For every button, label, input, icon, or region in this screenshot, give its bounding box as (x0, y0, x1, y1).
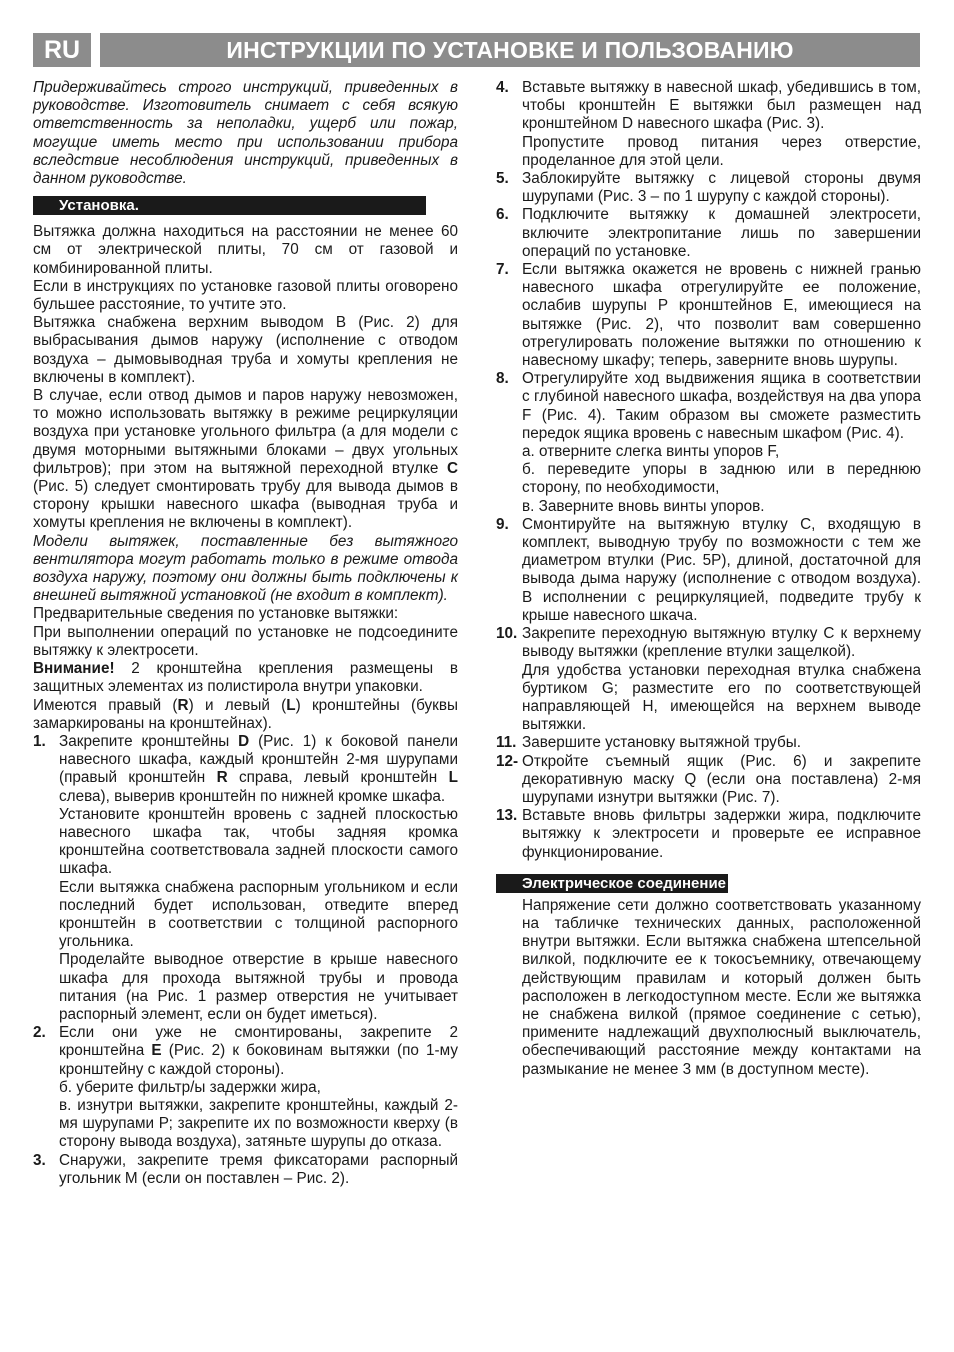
list-item (496, 79, 921, 170)
step-number: 4. (496, 79, 509, 96)
step-number: 12- (496, 752, 519, 770)
electrical-paragraph: Напряжение сети должно соответствовать указанному на табличке технических данных, расположенной внутри вытяжки. Если вытяжка снабжена штепсельной вилкой, подключите ее к токосъемнику, отвечающему действующим правилам и который должен быть расположен в легкодоступном месте. Если же вытяжка не снабжена вилкой (прямое соединение с сетью), примените надлежащий двухполюсный выключатель, обеспечивающий расстояние между контактами на размыкание не менее 3 мм (в доступном месте). (522, 896, 921, 1078)
text-run: (Рис. 1) к боковой панели навесного шкафа, каждый кронштейн 2-мя шурупами (правый кронштейн (59, 732, 458, 787)
bold-run: L (286, 696, 296, 714)
text-run: справа, левый кронштейн (227, 769, 449, 787)
text-run: Завершите установку вытяжной трубы. (522, 734, 801, 752)
text-run: 2 кронштейна крепления размещены в защитных элементах из полистирола внутри упаковки. (33, 660, 458, 696)
list-item (496, 261, 921, 370)
text-run: Если они уже не смонтированы, закрепите 2 кронштейна (59, 1024, 458, 1060)
step-number: 10. (496, 625, 518, 643)
install-paragraph (33, 387, 458, 533)
warning-paragraph (33, 660, 458, 696)
step-number: 1. (33, 732, 46, 750)
text-run: ) и левый ( (188, 696, 287, 714)
install-paragraph (33, 697, 458, 733)
left-column (33, 79, 458, 1188)
text-run: Откройте съемный ящик (Рис. 6) и закрепите декоративную маску Q (если она поставлена) 2-мя шурупами изнутри вытяжки (Рис. 7). (522, 752, 921, 806)
step-number: 8. (496, 370, 509, 388)
step-number: 9. (496, 515, 509, 533)
list-item (496, 753, 921, 808)
list-item (496, 370, 921, 516)
list-item (496, 170, 921, 206)
step-subparagraph: Проделайте выводное отверстие в крыше навесного шкафа для прохода вытяжной трубы и провода питания (на Рис. 1 размер отверстия не учитывает распорный элемент, если он будет иметься). (59, 951, 458, 1023)
install-note: Модели вытяжек, поставленные без вытяжного вентилятора могут работать только в режиме отвода воздуха наружу, поэтому они должны быть подключены к внешней вытяжной установкой (не входит в комплект). (33, 532, 458, 605)
step-subparagraph: в. Заверните вновь винты упоров. (522, 497, 765, 515)
text-run: (Рис. 2) к боковинам вытяжки (по 1-му кронштейну с каждой стороны). (59, 1042, 458, 1078)
list-item (496, 206, 921, 261)
step-number: 2. (33, 1024, 46, 1042)
steps-list-right (496, 79, 921, 862)
bold-run: R (177, 696, 189, 714)
text-run: (Рис. 5) следует смонтировать трубу для вывода дымов в сторону крышки навесного шкафа (выводная труба и хомуты крепления не включены в комплект). (33, 478, 458, 532)
step-number: 3. (33, 1151, 46, 1169)
text-run: Имеются правый ( (33, 696, 178, 714)
text-run: Заблокируйте вытяжку с лицевой стороны двумя шурупами (Рис. 3 – по 1 шурупу с каждой стороны). (522, 170, 921, 206)
step-number: 13. (496, 807, 518, 825)
step-subparagraph: а. отверните слегка винты упоров F, (522, 443, 780, 461)
step-subparagraph: Для удобства установки переходная втулка снабжена буртиком G; разместите его по соответствующей направляющей Н, имеющейся на верхнем выводе вытяжки. (522, 661, 921, 734)
text-run: ) кронштейны (буквы замаркированы на кронштейнах). (33, 696, 458, 732)
install-paragraph: Вытяжка снабжена верхним выводом В (Рис. 2) для выбрасывания дымов наружу (исполнение с отводом воздуха – дымовыводная труба и хомуты крепления не включены в комплект). (33, 314, 458, 386)
intro-text: Придерживайтесь строго инструкций, приведенных в руководстве. Изготовитель снимает с себя всякую ответственность за неполадки, ущерб или пожар, могущие иметь место при использовании прибора вследствие несоблюдения инструкций, приведенных в данном руководстве. (33, 79, 458, 188)
list-item (496, 807, 921, 862)
text-run: Закрепите переходную вытяжную втулку С к верхнему выводу вытяжки (крепление втулки защелкой). (522, 625, 921, 661)
bold-run: R (216, 769, 228, 787)
list-item (33, 1152, 458, 1188)
install-paragraph: Предварительные сведения по установке вытяжки: (33, 605, 399, 623)
text-run: слева), выверив кронштейн по нижней кромке шкафа. (59, 787, 446, 805)
right-column (496, 79, 921, 1079)
step-subparagraph: в. изнутри вытяжки, закрепите кронштейны, каждый 2-мя шурупами Р; закрепите их по возможности кверху (в сторону вывода воздуха), затяньте шурупы до отказа. (59, 1096, 458, 1151)
install-paragraph: Вытяжка должна находиться на расстоянии не менее 60 см от электрической плиты, 70 см от газовой и комбинированной плиты. (33, 223, 458, 277)
warning-label: Внимание! (33, 660, 115, 678)
text-run: В случае, если отвод дымов и паров наружу невозможен, то можно использовать вытяжку в режиме рециркуляции воздуха при установке угольного фильтра (а для модели с двумя моторными вытяжными блоками – двух угольных фильтров); при этом на вытяжной переходной втулке (33, 387, 458, 477)
step-number: 7. (496, 261, 509, 279)
page-title: ИНСТРУКЦИИ ПО УСТАНОВКЕ И ПОЛЬЗОВАНИЮ (100, 33, 920, 67)
list-item (496, 734, 921, 752)
text-run: Закрепите кронштейны (59, 732, 239, 750)
text-run: Подключите вытяжку к домашней электросети, включите электропитание лишь по завершении операций по установке. (522, 206, 921, 260)
section-heading-installation: Установка. (33, 196, 426, 215)
bold-run: D (238, 732, 250, 750)
text-run: Снаружи, закрепите тремя фиксаторами распорный угольник М (если он поставлен – Рис. 2). (59, 1151, 458, 1187)
step-subparagraph: Установите кронштейн вровень с задней плоскостью навесного шкафа так, чтобы задняя кромка кронштейна соответствовала задней плоскости самого шкафа. (59, 805, 458, 878)
text-run: Вставьте вытяжку в навесной шкаф, убедившись в том, чтобы кронштейн Е вытяжки был размещен над кронштейном D навесного шкафа (Рис. 3). (522, 79, 921, 133)
text-run: Вставьте вновь фильтры задержки жира, подключите вытяжку к электросети и проверьте ее исправное функционирование. (522, 807, 921, 861)
list-item (496, 516, 921, 625)
step-number: 6. (496, 206, 509, 224)
bold-run: E (151, 1042, 162, 1060)
text-run: Отрегулируйте ход выдвижения ящика в соответствии с глубиной навесного шкафа, воздействуя на два упора F (Рис. 4). Таким образом вы сможете разместить передок ящика вровень с навесным шкафом (Рис. 4). (522, 370, 921, 442)
step-subparagraph: Пропустите провод питания через отверстие, проделанное для этой цели. (522, 133, 921, 169)
step-subparagraph: б. переведите упоры в заднюю или в переднюю сторону, по необходимости, (522, 461, 921, 497)
list-item (496, 625, 921, 734)
install-paragraph: При выполнении операций по установке не подсоедините вытяжку к электросети. (33, 623, 458, 659)
bold-run: L (448, 769, 458, 787)
step-number: 11. (496, 734, 517, 752)
list-item (33, 733, 458, 1024)
step-subparagraph: б. уберите фильтр/ы задержки жира, (59, 1078, 321, 1096)
bold-run: C (446, 459, 458, 477)
steps-list-left (33, 733, 458, 1188)
section-heading-electrical: Электрическое соединение (496, 874, 728, 893)
text-run: Смонтируйте на вытяжную втулку С, входящую в комплект, выводную трубу по возможности с тем же диаметром втулки (Рис. 5Р), длиной, достаточной для вывода дыма наружу (исполнение с отводом воздуха). В исполнении с рециркуляцией, подведите трубу к крыше навесного шкача. (522, 515, 921, 624)
language-badge: RU (33, 33, 91, 67)
install-paragraph: Если в инструкциях по установке газовой плиты оговорено бульшее расстояние, то учтите это. (33, 277, 458, 314)
list-item (33, 1024, 458, 1151)
text-run: Если вытяжка окажется не вровень с нижней гранью навесного шкафа отрегулируйте ее положение, ослабив шурупы Р кронштейнов Е, имеющиеся на вытяжке (Рис. 2), что позволит вам совершенно отрегулировать положение вытяжки по отношению к навесному шкафу; теперь, заверните вновь шурупы. (522, 261, 921, 370)
step-number: 5. (496, 170, 509, 188)
step-subparagraph: Если вытяжка снабжена распорным угольником и если последний будет использован, отведите вперед кронштейн в соответствии с толщиной распорного угольника. (59, 878, 458, 951)
